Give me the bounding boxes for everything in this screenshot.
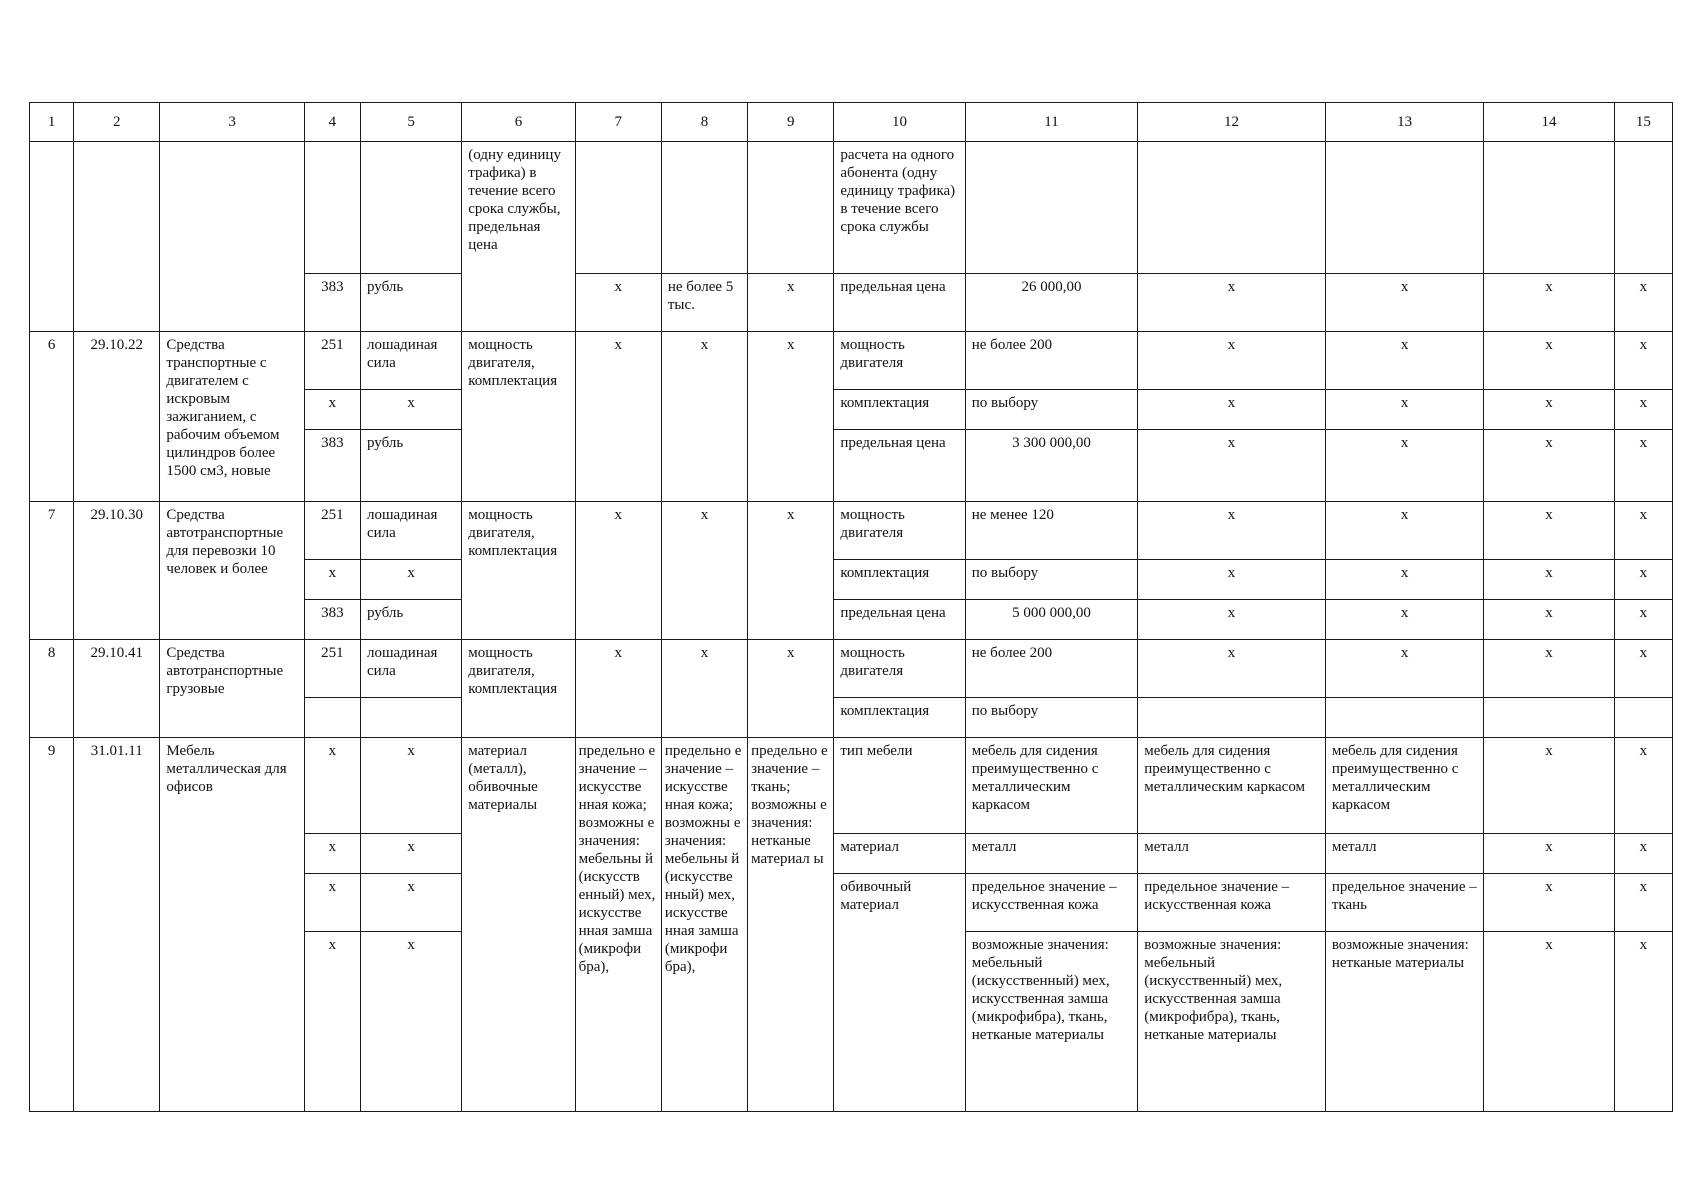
okpd-code-cell [74,142,160,332]
value-cell: х [1484,874,1614,932]
value-cell: х [1484,600,1614,640]
item-name-cell: Средства автотранспортные для перевозки 10 человек и более [160,502,304,640]
unit-name-cell: лошадиная сила [360,332,461,390]
cell [748,142,834,274]
value-cell: х [1325,560,1483,600]
value-cell: х [1484,560,1614,600]
column-number: 8 [661,103,747,142]
cell: х [575,274,661,332]
characteristics-cell: (одну единицу трафика) в течение всего срока службы, предельная цена [462,142,575,332]
unit-code-cell: х [304,390,360,430]
value-cell: х [1614,600,1672,640]
cell [965,142,1138,274]
value-cell: металл [1325,834,1483,874]
value-cell: металл [1138,834,1326,874]
value-cell: возможные значения: мебельный (искусственный) мех, искусственная замша (микрофибра), ткань, нетканые материалы [965,932,1138,1112]
value-cell: 5 000 000,00 [965,600,1138,640]
characteristic-name-cell: предельная цена [834,600,965,640]
value-cell: предельное значение – искусственная кожа [1138,874,1326,932]
characteristic-name-cell: расчета на одного абонента (одну единицу трафика) в течение всего срока службы [834,142,965,274]
characteristic-name-cell: обивочный материал [834,874,965,1112]
cell: х [748,502,834,640]
unit-name-cell: рубль [360,430,461,502]
value-cell: х [1614,560,1672,600]
header-row [30,103,1673,142]
unit-name-cell [360,142,461,274]
value-cell: х [1138,274,1326,332]
item-number-cell: 9 [30,738,74,1112]
column-number: 2 [74,103,160,142]
value-cell: х [1484,332,1614,390]
unit-name-cell: лошадиная сила [360,502,461,560]
value-cell: х [1484,390,1614,430]
value-cell: х [1614,640,1672,698]
unit-code-cell [304,142,360,274]
okpd-code-cell: 29.10.41 [74,640,160,738]
value-cell: х [1325,600,1483,640]
unit-code-cell: 383 [304,600,360,640]
cell: х [661,502,747,640]
characteristic-name-cell: предельная цена [834,274,965,332]
cell: х [748,332,834,502]
characteristic-name-cell: комплектация [834,698,965,738]
value-cell: мебель для сидения преимущественно с металлическим каркасом [1138,738,1326,834]
cell [661,142,747,274]
value-cell: по выбору [965,390,1138,430]
unit-name-cell: х [360,874,461,932]
value-cell: х [1138,600,1326,640]
unit-name-cell [360,698,461,738]
unit-code-cell: х [304,932,360,1112]
unit-name-cell: лошадиная сила [360,640,461,698]
characteristic-name-cell: тип мебели [834,738,965,834]
unit-code-cell: х [304,738,360,834]
value-cell: х [1484,502,1614,560]
column-number: 14 [1484,103,1614,142]
characteristic-name-cell: мощность двигателя [834,332,965,390]
value-cell: х [1138,390,1326,430]
unit-code-cell [304,698,360,738]
value-cell: х [1325,430,1483,502]
value-cell: х [1614,834,1672,874]
unit-name-cell: х [360,560,461,600]
characteristic-name-cell: комплектация [834,390,965,430]
cell: предельно е значение – ткань; возможны е значения: нетканые материал ы [748,738,834,1112]
cell: х [575,502,661,640]
cell [1484,142,1614,274]
table-row [30,640,1673,698]
item-number-cell: 8 [30,640,74,738]
unit-code-cell: 251 [304,502,360,560]
characteristic-name-cell: комплектация [834,560,965,600]
cell [575,142,661,274]
unit-code-cell: 383 [304,430,360,502]
unit-code-cell: х [304,874,360,932]
cell [1138,142,1326,274]
value-cell: х [1484,274,1614,332]
value-cell: предельное значение – искусственная кожа [965,874,1138,932]
cell: предельно е значение – искусстве нная кожа; возможны е значения: мебельны й (искусстве нный) мех, искусстве нная замша (микрофи бра), [661,738,747,1112]
cell: х [748,274,834,332]
unit-name-cell: х [360,390,461,430]
characteristic-name-cell: предельная цена [834,430,965,502]
value-cell: 3 300 000,00 [965,430,1138,502]
unit-code-cell: х [304,560,360,600]
value-cell: х [1614,274,1672,332]
value-cell: не более 200 [965,640,1138,698]
value-cell: по выбору [965,560,1138,600]
unit-name-cell: х [360,738,461,834]
okpd-code-cell: 29.10.30 [74,502,160,640]
cell [1325,142,1483,274]
characteristics-cell: материал (металл), обивочные материалы [462,738,575,1112]
column-number: 7 [575,103,661,142]
unit-code-cell: 251 [304,332,360,390]
value-cell: х [1138,332,1326,390]
unit-code-cell: 251 [304,640,360,698]
value-cell: х [1138,640,1326,698]
item-name-cell: Мебель металлическая для офисов [160,738,304,1112]
value-cell: х [1614,390,1672,430]
unit-code-cell: х [304,834,360,874]
cell: х [748,640,834,738]
value-cell: возможные значения: мебельный (искусственный) мех, искусственная замша (микрофибра), ткань, нетканые материалы [1138,932,1326,1112]
value-cell [1484,698,1614,738]
characteristics-cell: мощность двигателя, комплектация [462,502,575,640]
value-cell: х [1614,502,1672,560]
cell: х [661,640,747,738]
value-cell: х [1325,502,1483,560]
value-cell: х [1614,332,1672,390]
value-cell: металл [965,834,1138,874]
value-cell [1325,698,1483,738]
value-cell [1138,698,1326,738]
value-cell: х [1614,738,1672,834]
unit-name-cell: рубль [360,274,461,332]
value-cell: 26 000,00 [965,274,1138,332]
item-name-cell [160,142,304,332]
column-number: 15 [1614,103,1672,142]
cell: х [575,332,661,502]
column-number: 3 [160,103,304,142]
value-cell: мебель для сидения преимущественно с металлическим каркасом [965,738,1138,834]
table-row [30,142,1673,274]
okpd-code-cell: 31.01.11 [74,738,160,1112]
column-number: 5 [360,103,461,142]
okpd-code-cell: 29.10.22 [74,332,160,502]
cell: х [661,332,747,502]
value-cell: не менее 120 [965,502,1138,560]
value-cell: по выбору [965,698,1138,738]
item-number-cell: 7 [30,502,74,640]
characteristic-name-cell: мощность двигателя [834,502,965,560]
column-number: 11 [965,103,1138,142]
value-cell: х [1484,834,1614,874]
value-cell: х [1484,640,1614,698]
value-cell: мебель для сидения преимущественно с металлическим каркасом [1325,738,1483,834]
value-cell: х [1138,502,1326,560]
cell: х [575,640,661,738]
value-cell: х [1325,274,1483,332]
item-name-cell: Средства автотранспортные грузовые [160,640,304,738]
column-number: 12 [1138,103,1326,142]
column-number: 6 [462,103,575,142]
characteristics-cell: мощность двигателя, комплектация [462,332,575,502]
table-row [30,738,1673,834]
value-cell: возможные значения: нетканые материалы [1325,932,1483,1112]
column-number: 13 [1325,103,1483,142]
column-number: 4 [304,103,360,142]
value-cell: х [1614,932,1672,1112]
item-name-cell: Средства транспортные с двигателем с искровым зажиганием, с рабочим объемом цилиндров более 1500 см3, новые [160,332,304,502]
table-row [30,332,1673,390]
value-cell: х [1614,430,1672,502]
value-cell: х [1484,738,1614,834]
column-number: 10 [834,103,965,142]
value-cell: не более 200 [965,332,1138,390]
value-cell: предельное значение – ткань [1325,874,1483,932]
value-cell [1614,698,1672,738]
value-cell: х [1138,430,1326,502]
unit-name-cell: х [360,834,461,874]
unit-name-cell: х [360,932,461,1112]
characteristic-name-cell: мощность двигателя [834,640,965,698]
value-cell: х [1138,560,1326,600]
requirements-table [29,102,1673,1112]
value-cell: х [1325,390,1483,430]
cell: предельно е значение – искусстве нная кожа; возможны е значения: мебельны й (искусств енный) мех, искусстве нная замша (микрофи бра), [575,738,661,1112]
value-cell: х [1614,874,1672,932]
column-number: 1 [30,103,74,142]
cell: не более 5 тыс. [661,274,747,332]
item-number-cell [30,142,74,332]
cell [1614,142,1672,274]
value-cell: х [1484,932,1614,1112]
characteristic-name-cell: материал [834,834,965,874]
unit-code-cell: 383 [304,274,360,332]
characteristics-cell: мощность двигателя, комплектация [462,640,575,738]
value-cell: х [1484,430,1614,502]
table-row [30,502,1673,560]
value-cell: х [1325,332,1483,390]
column-number: 9 [748,103,834,142]
unit-name-cell: рубль [360,600,461,640]
item-number-cell: 6 [30,332,74,502]
value-cell: х [1325,640,1483,698]
